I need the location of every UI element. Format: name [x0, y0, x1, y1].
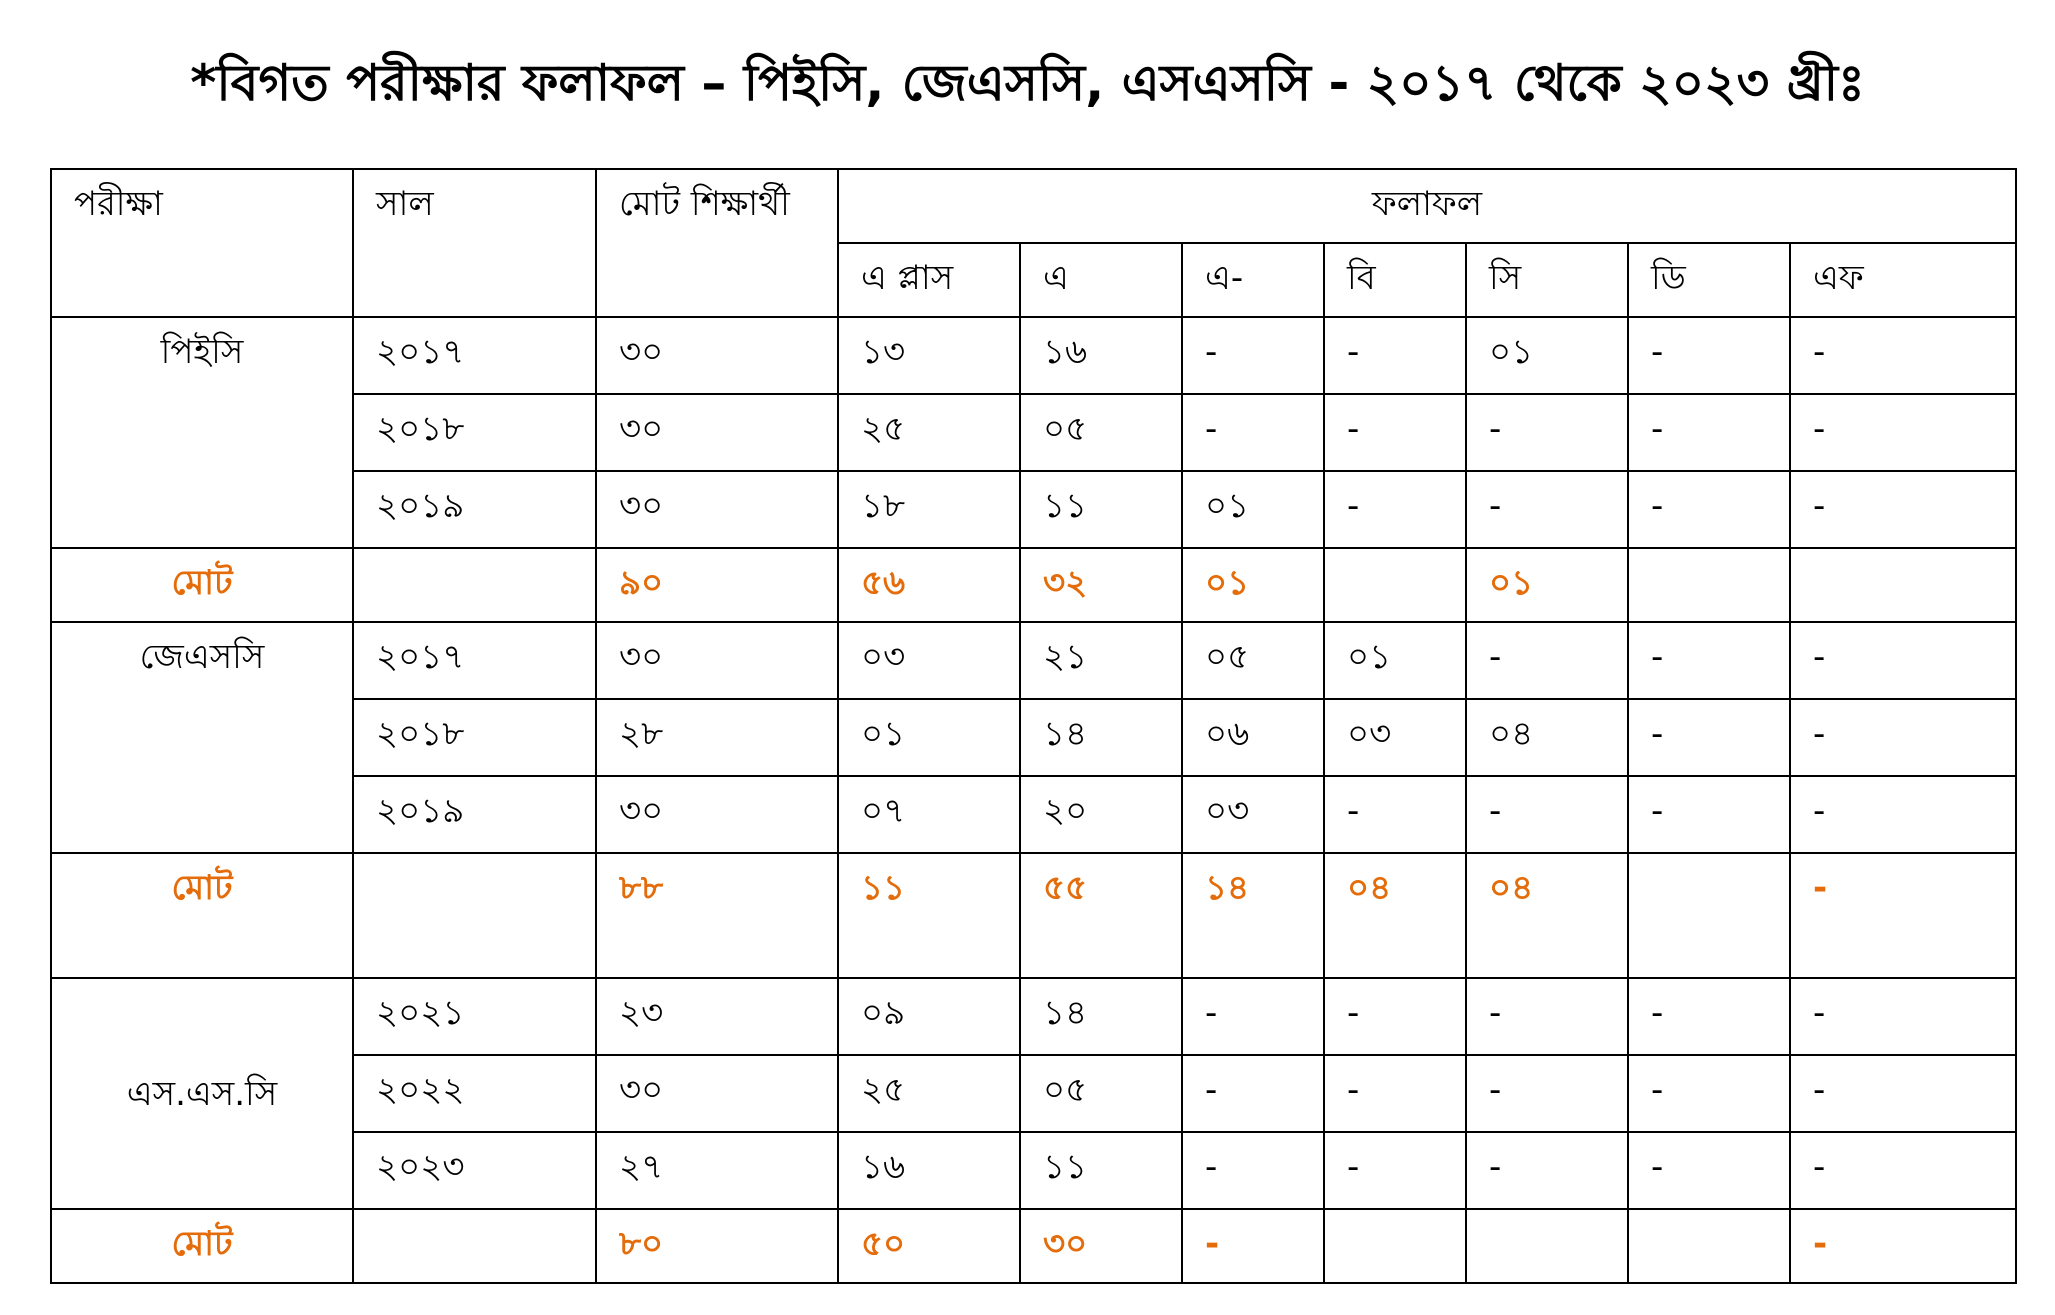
grade-cell: - [1466, 978, 1628, 1055]
grade-cell: ১৩ [838, 317, 1020, 394]
grade-cell: ১১ [1020, 471, 1182, 548]
total-students-cell: ৩০ [596, 394, 838, 471]
grade-cell: ০৫ [1020, 394, 1182, 471]
grade-cell: - [1790, 978, 2016, 1055]
total-grade-cell: - [1790, 1209, 2016, 1283]
grade-cell: ০৩ [1324, 699, 1466, 776]
grade-cell: ২১ [1020, 622, 1182, 699]
grade-cell: - [1790, 471, 2016, 548]
grade-cell: - [1324, 776, 1466, 853]
year-cell: ২০১৯ [353, 471, 596, 548]
grade-cell: ২৫ [838, 1055, 1020, 1132]
header-grade: এ- [1182, 243, 1324, 317]
grade-cell: - [1324, 978, 1466, 1055]
total-grade-cell: ১১ [838, 853, 1020, 978]
total-students-cell: ৩০ [596, 317, 838, 394]
grade-cell: ০৫ [1020, 1055, 1182, 1132]
total-row [51, 548, 2016, 622]
grade-cell: - [1324, 317, 1466, 394]
total-grade-cell: - [1790, 853, 2016, 978]
grade-cell: - [1324, 394, 1466, 471]
table-row [51, 317, 2016, 394]
year-cell: ২০১৭ [353, 622, 596, 699]
results-table-body [51, 169, 2016, 1283]
total-grade-cell: ৫৫ [1020, 853, 1182, 978]
total-year-empty [353, 548, 596, 622]
grade-cell: - [1182, 317, 1324, 394]
total-label: মোট [51, 1209, 353, 1283]
grade-cell: ০৯ [838, 978, 1020, 1055]
grade-cell: - [1628, 978, 1790, 1055]
exam-name: এস.এস.সি [51, 978, 353, 1209]
grade-cell: ০৪ [1466, 699, 1628, 776]
grade-cell: - [1466, 394, 1628, 471]
grade-cell: - [1790, 1055, 2016, 1132]
total-grade-cell [1628, 548, 1790, 622]
grade-cell: - [1628, 317, 1790, 394]
grade-cell: - [1628, 622, 1790, 699]
grade-cell: - [1790, 317, 2016, 394]
grade-cell: - [1466, 622, 1628, 699]
grade-cell: - [1790, 394, 2016, 471]
header-grade: ডি [1628, 243, 1790, 317]
grade-cell: - [1466, 1132, 1628, 1209]
grade-cell: - [1182, 1055, 1324, 1132]
grade-cell: ০১ [838, 699, 1020, 776]
table-row [51, 622, 2016, 699]
total-label: মোট [51, 853, 353, 978]
grade-cell: ০৩ [1182, 776, 1324, 853]
total-grade-cell: ৩০ [1020, 1209, 1182, 1283]
grade-cell: - [1182, 978, 1324, 1055]
page-title: *বিগত পরীক্ষার ফলাফল – পিইসি, জেএসসি, এসএসসি - ২০১৭ থেকে ২০২৩ খ্রীঃ [190, 54, 1865, 112]
total-students-cell: ৩০ [596, 471, 838, 548]
grade-cell: - [1628, 699, 1790, 776]
total-grade-cell: ০৪ [1324, 853, 1466, 978]
total-students-cell: ২৩ [596, 978, 838, 1055]
year-cell: ২০১৭ [353, 317, 596, 394]
grade-cell: - [1790, 699, 2016, 776]
grade-cell: ১১ [1020, 1132, 1182, 1209]
year-cell: ২০২২ [353, 1055, 596, 1132]
total-grade-cell: ০৪ [1466, 853, 1628, 978]
total-label: মোট [51, 548, 353, 622]
year-cell: ২০২৩ [353, 1132, 596, 1209]
results-table [50, 168, 2017, 1284]
total-students-cell: ৩০ [596, 622, 838, 699]
total-grade-cell: ০১ [1182, 548, 1324, 622]
grade-cell: - [1324, 1132, 1466, 1209]
header-grade: এ [1020, 243, 1182, 317]
total-students-sum: ৮৮ [596, 853, 838, 978]
total-grade-cell: - [1182, 1209, 1324, 1283]
total-grade-cell [1628, 853, 1790, 978]
grade-cell: ০৩ [838, 622, 1020, 699]
grade-cell: - [1466, 1055, 1628, 1132]
total-grade-cell: ৫৬ [838, 548, 1020, 622]
grade-cell: ০১ [1324, 622, 1466, 699]
header-grade: এ প্লাস [838, 243, 1020, 317]
header-results: ফলাফল [838, 169, 2016, 243]
grade-cell: ১৬ [838, 1132, 1020, 1209]
grade-cell: ১৮ [838, 471, 1020, 548]
grade-cell: ০৭ [838, 776, 1020, 853]
grade-cell: ০১ [1466, 317, 1628, 394]
grade-cell: - [1182, 1132, 1324, 1209]
total-grade-cell: ৩২ [1020, 548, 1182, 622]
total-grade-cell [1790, 548, 2016, 622]
grade-cell: ১৪ [1020, 699, 1182, 776]
header-grade: বি [1324, 243, 1466, 317]
grade-cell: - [1466, 776, 1628, 853]
grade-cell: - [1628, 1055, 1790, 1132]
year-cell: ২০১৯ [353, 776, 596, 853]
total-students-cell: ২৮ [596, 699, 838, 776]
header-row [51, 169, 2016, 243]
total-row [51, 1209, 2016, 1283]
header-grade: সি [1466, 243, 1628, 317]
total-grade-cell [1324, 1209, 1466, 1283]
total-students-cell: ৩০ [596, 1055, 838, 1132]
total-grade-cell [1628, 1209, 1790, 1283]
table-row [51, 978, 2016, 1055]
year-cell: ২০১৮ [353, 394, 596, 471]
grade-cell: ০৬ [1182, 699, 1324, 776]
grade-cell: - [1628, 1132, 1790, 1209]
grade-cell: ২০ [1020, 776, 1182, 853]
grade-cell: - [1790, 1132, 2016, 1209]
total-grade-cell: ০১ [1466, 548, 1628, 622]
total-grade-cell: ১৪ [1182, 853, 1324, 978]
total-grade-cell: ৫০ [838, 1209, 1020, 1283]
grade-cell: - [1182, 394, 1324, 471]
total-students-sum: ৮০ [596, 1209, 838, 1283]
total-students-cell: ২৭ [596, 1132, 838, 1209]
year-cell: ২০১৮ [353, 699, 596, 776]
grade-cell: - [1790, 622, 2016, 699]
grade-cell: ১৬ [1020, 317, 1182, 394]
grade-cell: - [1790, 776, 2016, 853]
grade-cell: - [1324, 1055, 1466, 1132]
total-grade-cell [1324, 548, 1466, 622]
grade-cell: ২৫ [838, 394, 1020, 471]
grade-cell: ১৪ [1020, 978, 1182, 1055]
grade-cell: - [1324, 471, 1466, 548]
total-row [51, 853, 2016, 978]
exam-name: জেএসসি [51, 622, 353, 853]
grade-cell: - [1628, 394, 1790, 471]
grade-cell: - [1466, 471, 1628, 548]
total-grade-cell [1466, 1209, 1628, 1283]
header-grade: এফ [1790, 243, 2016, 317]
year-cell: ২০২১ [353, 978, 596, 1055]
grade-cell: - [1628, 471, 1790, 548]
header-total-students: মোট শিক্ষার্থী [596, 169, 838, 317]
header-exam: পরীক্ষা [51, 169, 353, 317]
grade-cell: ০১ [1182, 471, 1324, 548]
grade-cell: ০৫ [1182, 622, 1324, 699]
total-year-empty [353, 853, 596, 978]
total-students-cell: ৩০ [596, 776, 838, 853]
grade-cell: - [1628, 776, 1790, 853]
exam-name: পিইসি [51, 317, 353, 548]
total-students-sum: ৯০ [596, 548, 838, 622]
header-year: সাল [353, 169, 596, 317]
total-year-empty [353, 1209, 596, 1283]
